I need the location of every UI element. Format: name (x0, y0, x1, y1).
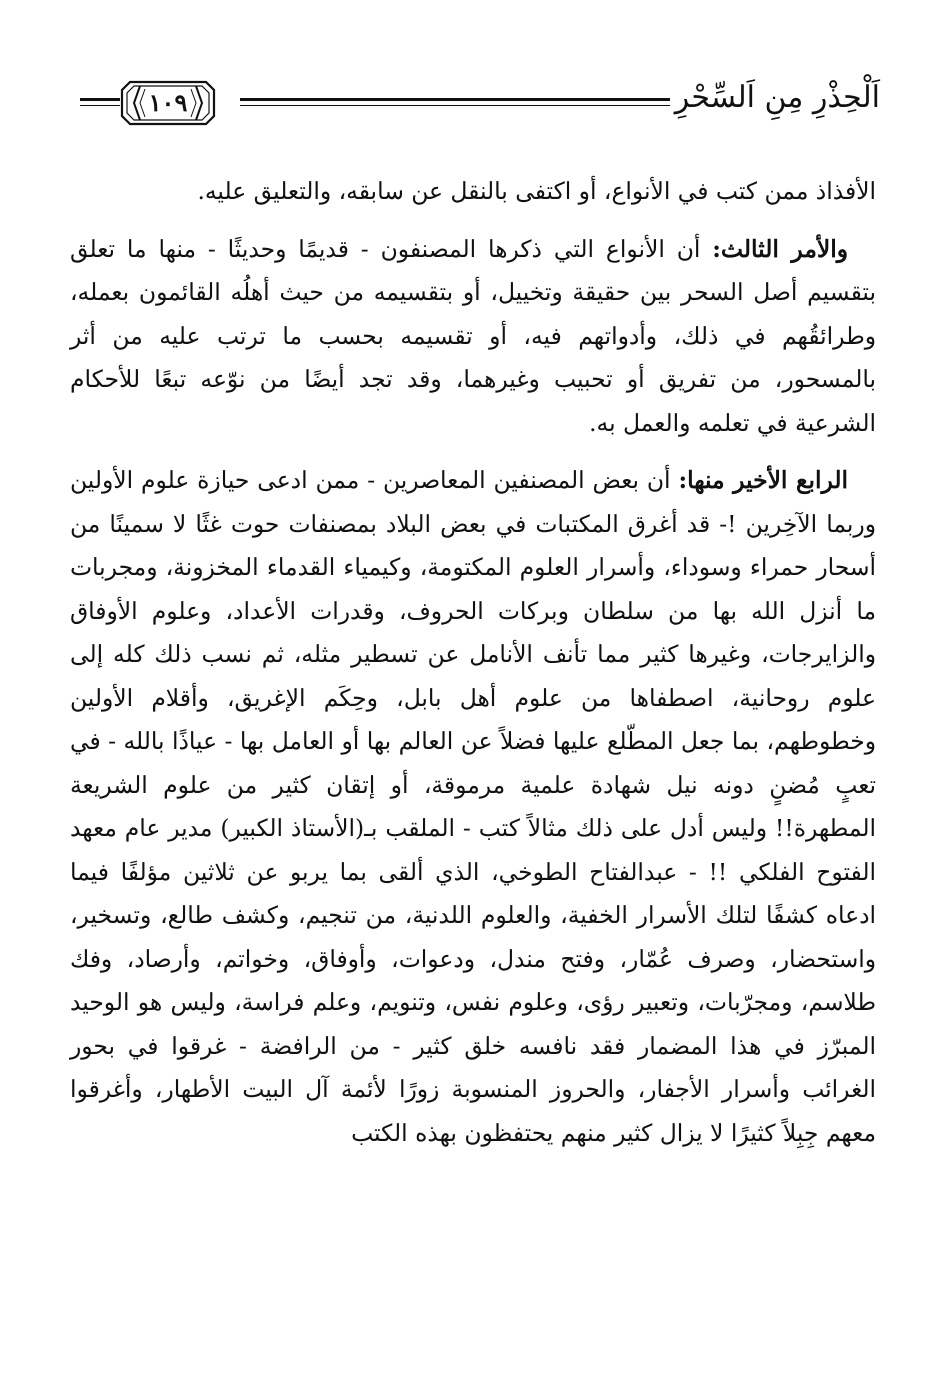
page-number-frame (120, 80, 216, 126)
page-number: ١٠٩ (148, 88, 188, 117)
paragraph-2-text: أن الأنواع التي ذكرها المصنفون - قديمًا وحديثًا - منها ما تعلق بتقسيم أصل السحر بين حقيقة وتخييل، أو بتقسيمه من حيث أهلُه القائمون بعمله، وطرائقُهم في ذلك، وأدواتهم فيه، أو تقسيمه بحسب ما ترتب عليه من أثر بالمسحور، من تفريق أو تحبيب وغيرهما، وقد تجد أيضًا من نوّعه تبعًا للأحكام الشرعية في تعلمه والعمل به. (70, 234, 876, 437)
header-rule (240, 98, 670, 106)
paragraph-3-text: أن بعض المصنفين المعاصرين - ممن ادعى حيازة علوم الأولين وربما الآخِرين !- قد أغرق المكتبات في بعض البلاد بمصنفات حوت غثًا لا سمينًا من أسحار حمراء وسوداء، وأسرار العلوم المكتومة، وكيمياء القدماء المخزونة، ومجربات ما أنزل الله بها من سلطان وبركات الحروف، وقدرات الأعداد، وعلوم الأوفاق والزايرجات، وغيرها كثير مما تأنف الأنامل عن تسطير مثله، ثم نسب ذلك كله إلى علوم روحانية، اصطفاها من علوم أهل بابل، وحِكَم الإغريق، وأقلام الأولين وخطوطهم، بما جعل المطّلع عليها فضلاً عن العالم بها أو العامل بها - عياذًا بالله - في تعبٍ مُضنٍ دونه نيل شهادة علمية مرموقة، أو إتقان كثير من علوم الشريعة المطهرة!! وليس أدل على ذلك مثالاً كتب - الملقب بـ(الأستاذ الكبير) مدير عام معهد الفتوح الفلكي !! - عبدالفتاح الطوخي، الذي ألقى بما يربو عن ثلاثين مؤلفًا فيما ادعاه كشفًا لتلك الأسرار الخفية، والعلوم اللدنية، من تنجيم، وكشف طالع، وتسخير، واستحضار، وصرف عُمّار، وفتح مندل، ودعوات، وأوفاق، وخواتم، وأرصاد، وفك طلاسم، ومجرّبات، وتعبير رؤى، وعلوم نفس، وتنويم، وعلم فراسة، وليس هو الوحيد المبرّز في هذا المضمار فقد نافسه خلق كثير - من الرافضة - غرقوا في بحور الغرائب وأسرار الأجفار، والحروز المنسوبة زورًا لأئمة آل البيت الأطهار، وأغرقوا معهم جِبِلاً كثيرًا لا يزال كثير منهم يحتفظون بهذه الكتب (70, 466, 876, 1147)
paragraph-1 (70, 170, 876, 214)
page-header (80, 72, 880, 132)
paragraph-2-lead: والأمر الثالث: (712, 234, 848, 263)
paragraph-3 (70, 459, 876, 1155)
paragraph-1-text: الأفذاذ ممن كتب في الأنواع، أو اكتفى بالنقل عن سابقه، والتعليق عليه. (197, 177, 876, 205)
main-text (70, 170, 876, 1155)
header-rule-left (80, 98, 120, 106)
paragraph-2 (70, 228, 876, 446)
book-title: اَلْحِذْرِ مِنِ اَلسِّحْرِ (674, 80, 880, 115)
paragraph-3-lead: الرابع الأخير منها: (678, 466, 848, 494)
